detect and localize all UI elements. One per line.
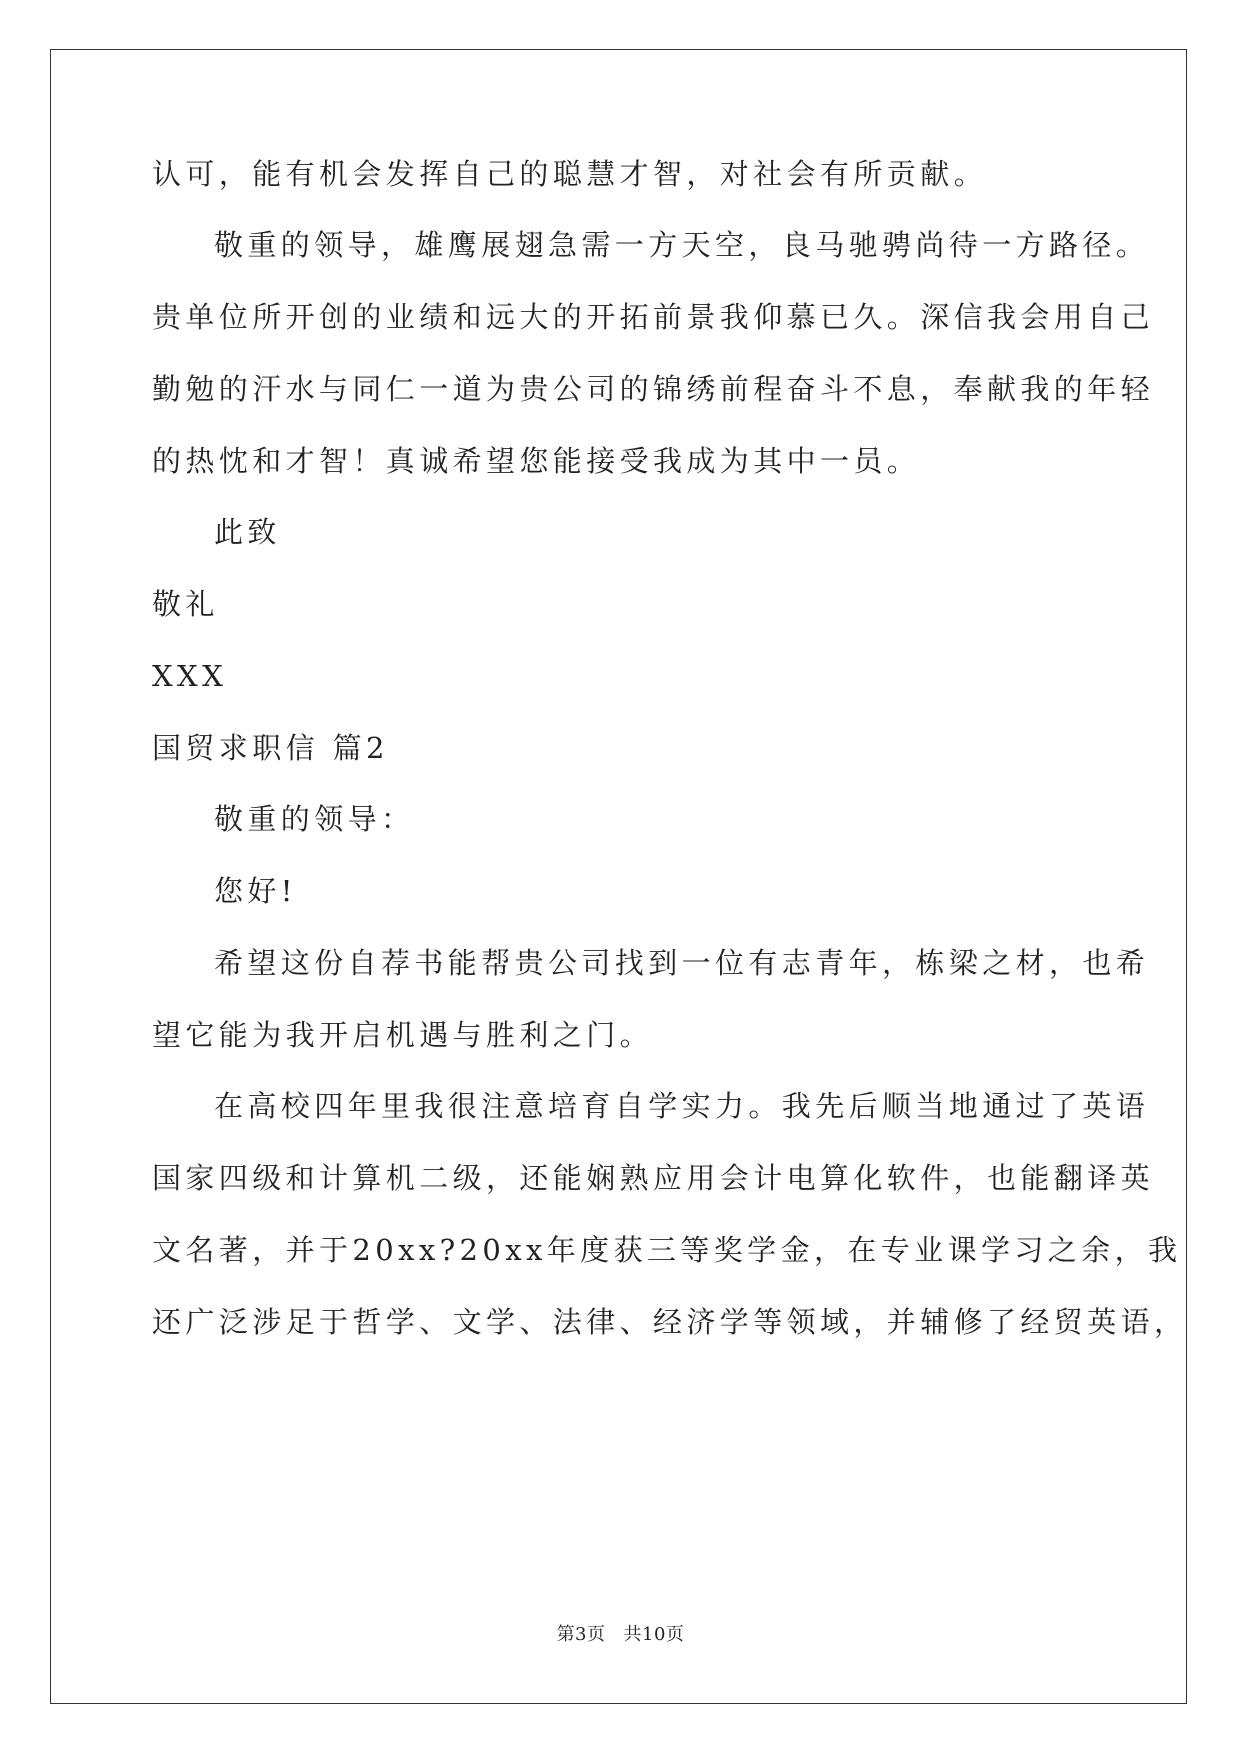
greeting: 敬重的领导： — [214, 802, 415, 836]
greeting-hello: 您好! — [214, 874, 297, 908]
closing-salutation: 此致 — [214, 515, 281, 549]
paragraph-line: 贵单位所开创的业绩和远大的开拓前景我仰慕已久。深信我会用自己 — [152, 300, 1155, 334]
page-number: 第3页 — [556, 1624, 606, 1645]
paragraph-line: 勤勉的汗水与同仁一道为贵公司的锦绣前程奋斗不息，奉献我的年轻 — [152, 372, 1155, 406]
page-footer — [0, 1620, 1241, 1646]
paragraph-line: 认可，能有机会发挥自己的聪慧才智，对社会有所贡献。 — [152, 157, 988, 191]
paragraph-line: 望它能为我开启机遇与胜利之门。 — [152, 1018, 654, 1052]
paragraph-line: 敬重的领导，雄鹰展翅急需一方天空，良马驰骋尚待一方路径。 — [214, 228, 1150, 262]
page-total: 共10页 — [623, 1624, 685, 1645]
section-heading: 国贸求职信 篇2 — [152, 731, 389, 765]
paragraph-line: 国家四级和计算机二级，还能娴熟应用会计电算化软件，也能翻译英 — [152, 1161, 1155, 1195]
paragraph-line: 的热忱和才智！真诚希望您能接受我成为其中一员。 — [152, 444, 921, 478]
closing-regards: 敬礼 — [152, 587, 219, 621]
signature: XXX — [152, 659, 228, 693]
paragraph-line: 文名著，并于20xx?20xx年度获三等奖学金，在专业课学习之余，我 — [152, 1233, 1182, 1267]
paragraph-line: 在高校四年里我很注意培育自学实力。我先后顺当地通过了英语 — [214, 1089, 1150, 1123]
paragraph-line: 希望这份自荐书能帮贵公司找到一位有志青年，栋梁之材，也希 — [214, 946, 1150, 980]
paragraph-line: 还广泛涉足于哲学、文学、法律、经济学等领域，并辅修了经贸英语， — [152, 1305, 1188, 1339]
